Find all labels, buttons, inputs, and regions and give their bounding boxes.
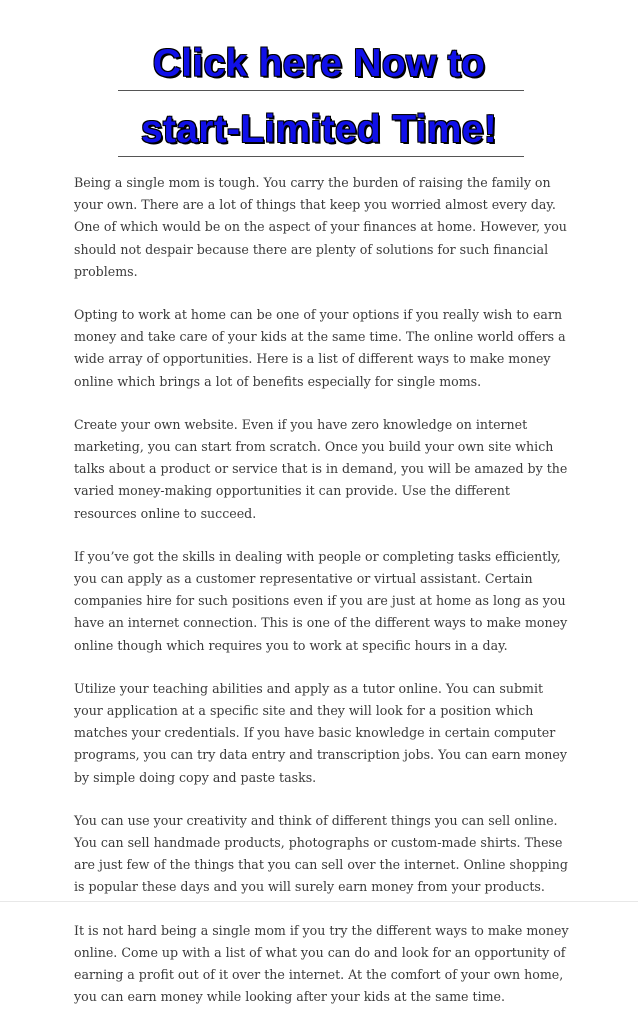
headline-underline-1 bbox=[118, 90, 524, 91]
paragraph-2: Opting to work at home can be one of your options if you really wish to earn money and take care of your kids at the same time. The online world offers a wide array of opportunities. Here is a list of different ways to make money online which brings a lot of benefits especially for single moms. bbox=[74, 307, 566, 389]
headline-underline-2 bbox=[118, 156, 524, 157]
paragraph-3: Create your own website. Even if you have zero knowledge on internet marketing, you can start from scratch. Once you build your own site which talks about a product or service that is in demand, you will be amazed by the varied money-making opportunities it can provide. Use the different resources online to succeed. bbox=[74, 416, 568, 521]
article-body bbox=[74, 172, 574, 1030]
cta-link-line-1[interactable]: Click here Now to bbox=[152, 42, 486, 85]
paragraph-6: You can use your creativity and think of different things you can sell online. You can sell handmade products, photographs or custom-made shirts. These are just few of the things that you can sell over the internet. Online shopping is popular these days and you will surely earn money from your products. bbox=[74, 812, 568, 895]
cta-link-line-2[interactable]: start-Limited Time! bbox=[140, 108, 498, 151]
paragraph-5: Utilize your teaching abilities and apply as a tutor online. You can submit your application at a specific site and they will look for a position which matches your credentials. If you have basic knowledge in certain computer programs, you can try data entry and transcription jobs. You can earn money by simple doing copy and paste tasks. bbox=[74, 680, 567, 785]
paragraph-4: If you’ve got the skills in dealing with people or completing tasks efficiently, you can apply as a customer representative or virtual assistant. Certain companies hire for such positions even if you are just at home as long as you have an internet connection. This is one of the different ways to make money online though which requires you to work at specific hours in a day. bbox=[74, 548, 568, 653]
paragraph-7: It is not hard being a single mom if you try the different ways to make money online. Come up with a list of what you can do and look for an opportunity of earning a profit out of it over the internet. At the comfort of your own home, you can earn money while looking after your kids at the same time. bbox=[74, 922, 569, 1005]
paragraph-1: Being a single mom is tough. You carry the burden of raising the family on your own. There are a lot of things that keep you worried almost every day. One of which would be on the aspect of your finances at home. However, you should not despair because there are plenty of solutions for such financial problems. bbox=[74, 175, 567, 279]
